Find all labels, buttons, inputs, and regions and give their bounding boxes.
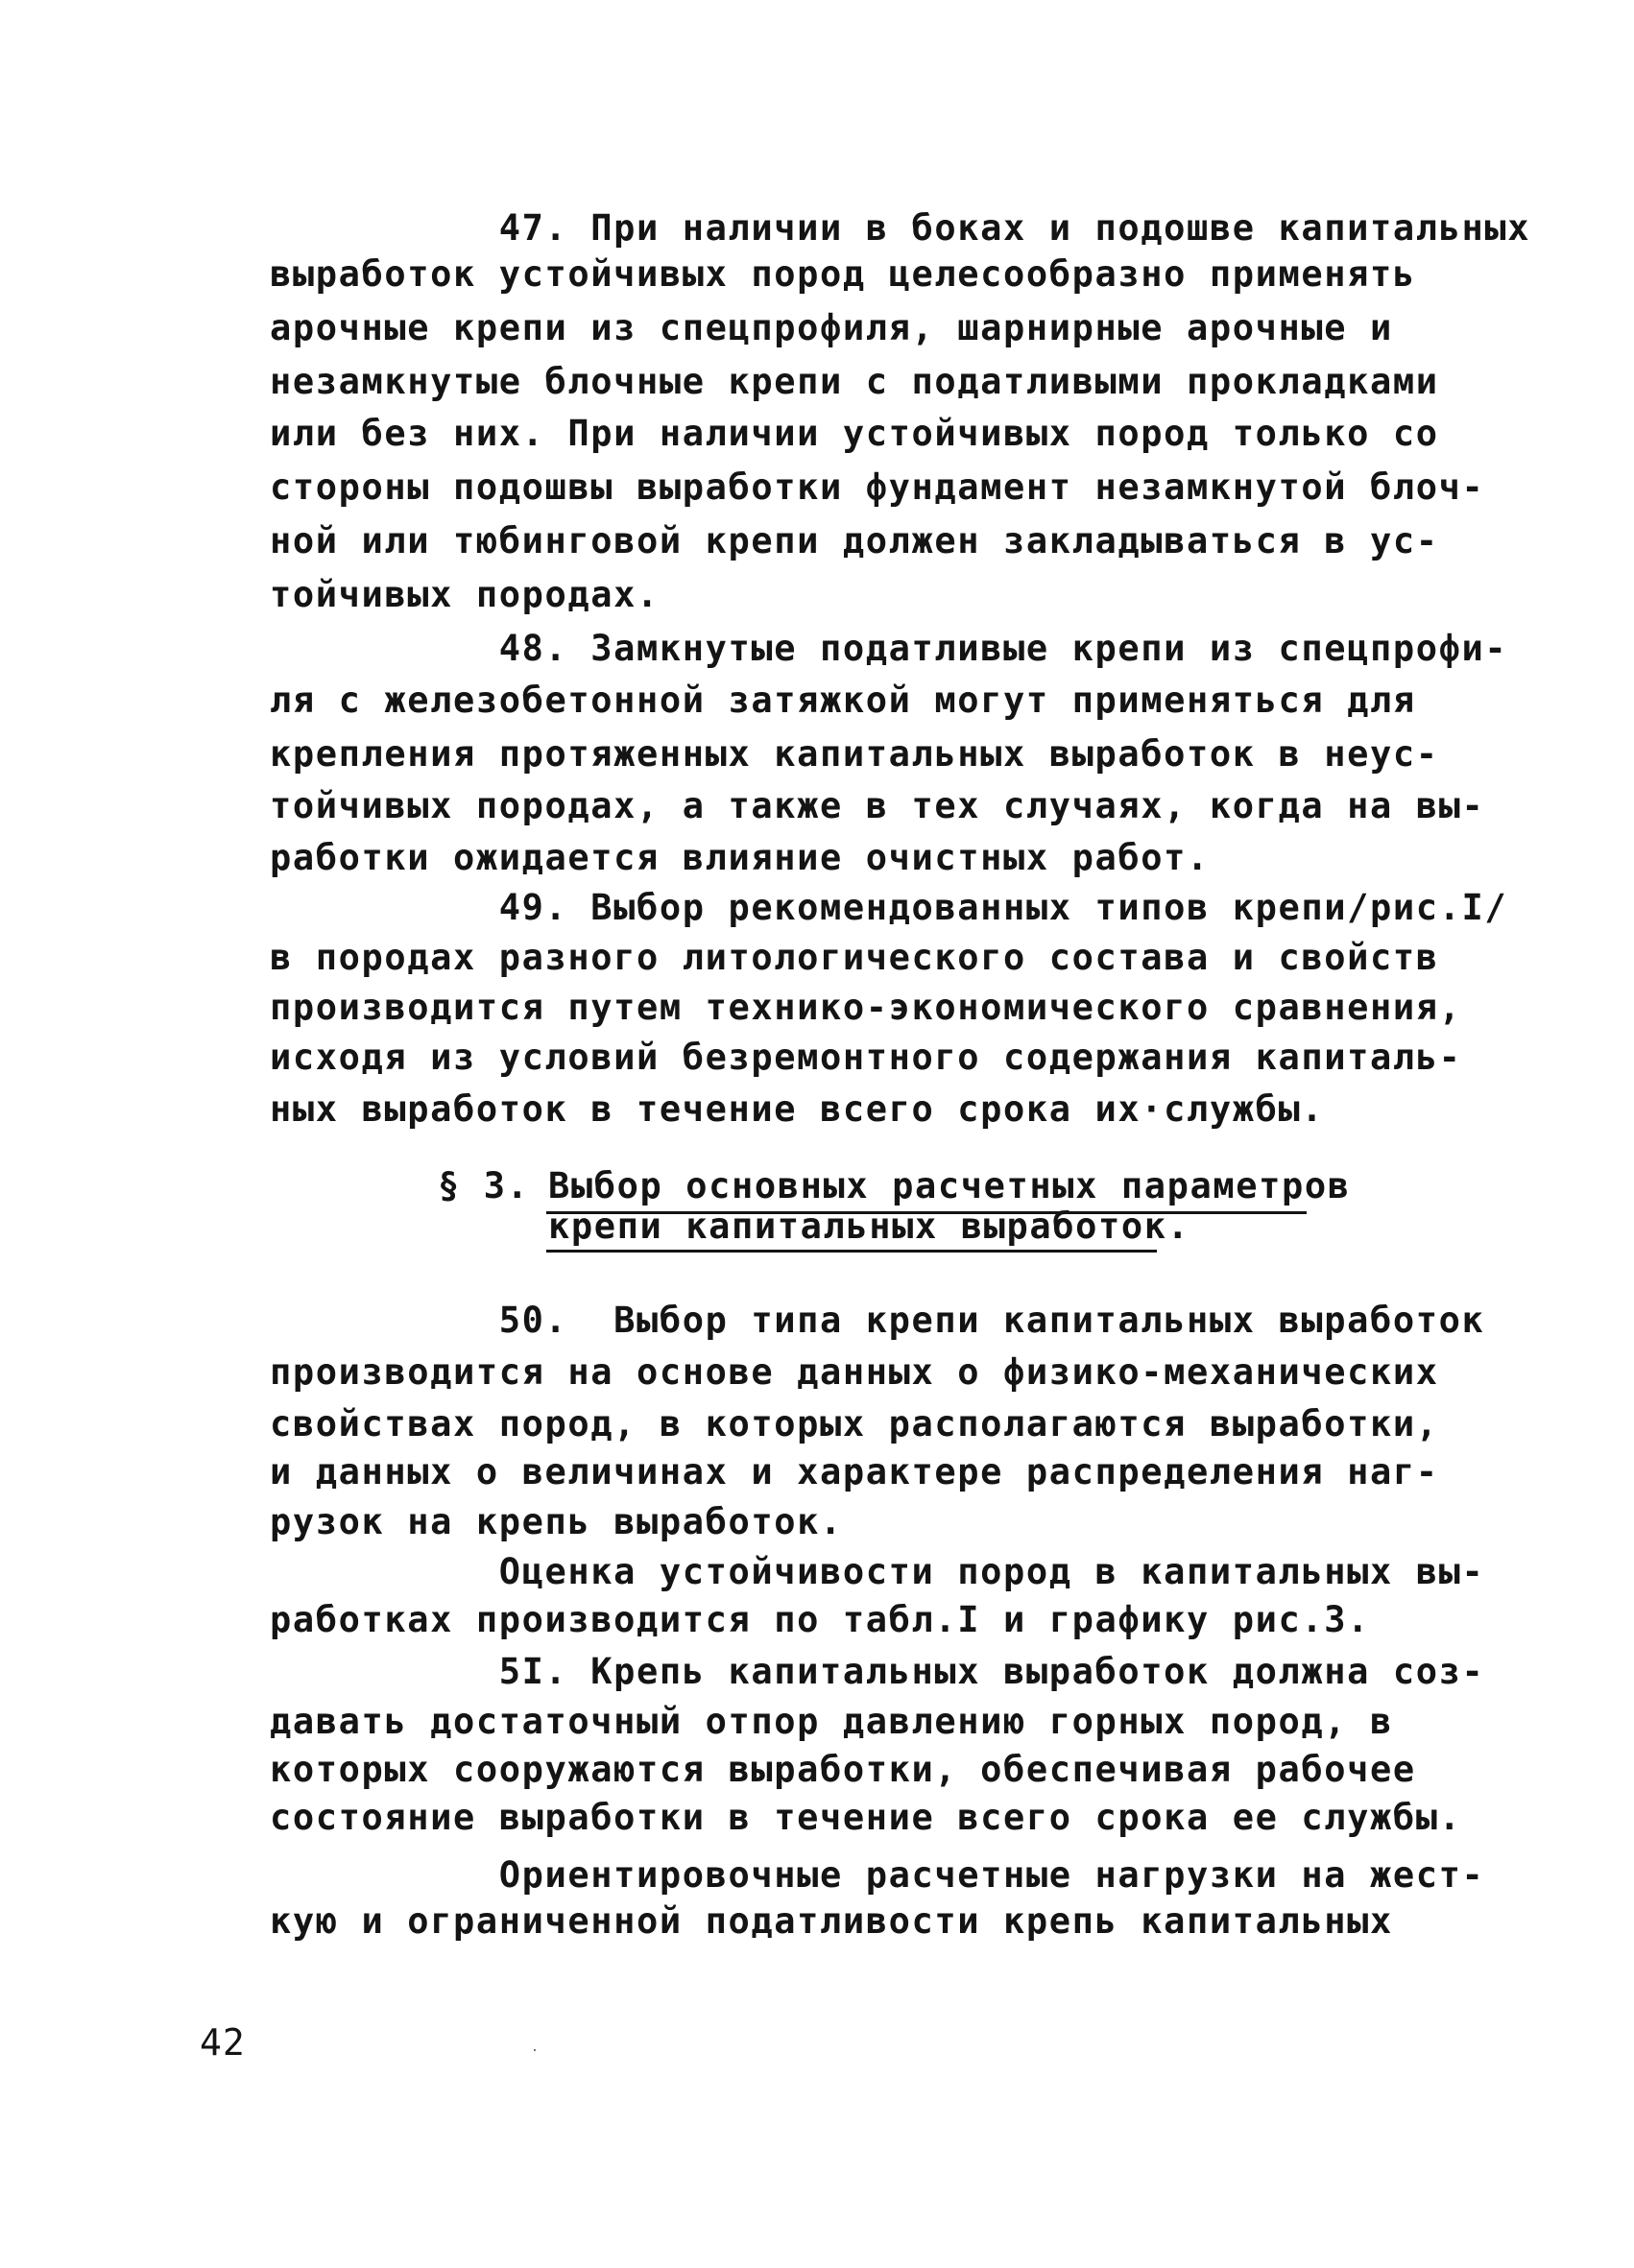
text-line: кую и ограниченной податливости крепь капитальных: [270, 1900, 1393, 1942]
page-number: 42: [200, 2021, 246, 2064]
text-line: давать достаточный отпор давлению горных пород, в: [270, 1701, 1393, 1742]
text-line: работки ожидается влияние очистных работ.: [270, 837, 1210, 878]
text-line: Ориентировочные расчетные нагрузки на жест-: [270, 1854, 1485, 1896]
section-title-underline-2: [546, 1250, 1157, 1253]
text-line: Оценка устойчивости пород в капитальных вы-: [270, 1551, 1485, 1592]
text-line: тойчивых породах, а также в тех случаях, когда на вы-: [270, 785, 1485, 826]
section-title-line-1: Выбор основных расчетных параметров: [548, 1165, 1351, 1206]
text-line: арочные крепи из спецпрофиля, шарнирные арочные и: [270, 307, 1393, 348]
text-line: ных выработок в течение всего срока их·службы.: [270, 1088, 1325, 1130]
section-title-line-2: крепи капитальных выработок.: [548, 1206, 1190, 1247]
text-line: или без них. При наличии устойчивых пород только со: [270, 413, 1439, 454]
text-line: 50. Выбор типа крепи капитальных выработок: [270, 1300, 1485, 1341]
text-line: 48. Замкнутые податливые крепи из спецпрофи-: [270, 628, 1508, 669]
section-marker: § 3.: [438, 1165, 530, 1206]
text-line: 5I. Крепь капитальных выработок должна соз-: [270, 1651, 1485, 1692]
text-line: тойчивых породах.: [270, 574, 660, 615]
text-line: ля с железобетонной затяжкой могут применяться для: [270, 680, 1416, 721]
text-line: ной или тюбинговой крепи должен закладываться в ус-: [270, 520, 1439, 561]
scan-speck: [534, 2049, 536, 2051]
text-line: которых сооружаются выработки, обеспечивая рабочее: [270, 1749, 1416, 1790]
text-line: в породах разного литологического состава и свойств: [270, 937, 1439, 978]
text-line: 47. При наличии в боках и подошве капитальных: [270, 207, 1531, 249]
text-line: 49. Выбор рекомендованных типов крепи/рис.I/: [270, 887, 1508, 928]
text-line: незамкнутые блочные крепи с податливыми прокладками: [270, 361, 1439, 402]
text-line: крепления протяженных капитальных выработок в неус-: [270, 733, 1439, 775]
text-line: производится путем технико-экономического сравнения,: [270, 987, 1462, 1028]
text-line: работках производится по табл.I и графику рис.3.: [270, 1599, 1371, 1640]
text-line: исходя из условий безремонтного содержания капиталь-: [270, 1037, 1462, 1078]
text-line: свойствах пород, в которых располагаются выработки,: [270, 1403, 1439, 1444]
text-line: стороны подошвы выработки фундамент незамкнутой блоч-: [270, 466, 1485, 508]
text-line: состояние выработки в течение всего срока ее службы.: [270, 1797, 1462, 1838]
text-line: производится на основе данных о физико-механических: [270, 1351, 1439, 1393]
text-line: выработок устойчивых пород целесообразно применять: [270, 253, 1416, 295]
text-line: и данных о величинах и характере распределения наг-: [270, 1451, 1439, 1492]
text-line: рузок на крепь выработок.: [270, 1501, 843, 1542]
